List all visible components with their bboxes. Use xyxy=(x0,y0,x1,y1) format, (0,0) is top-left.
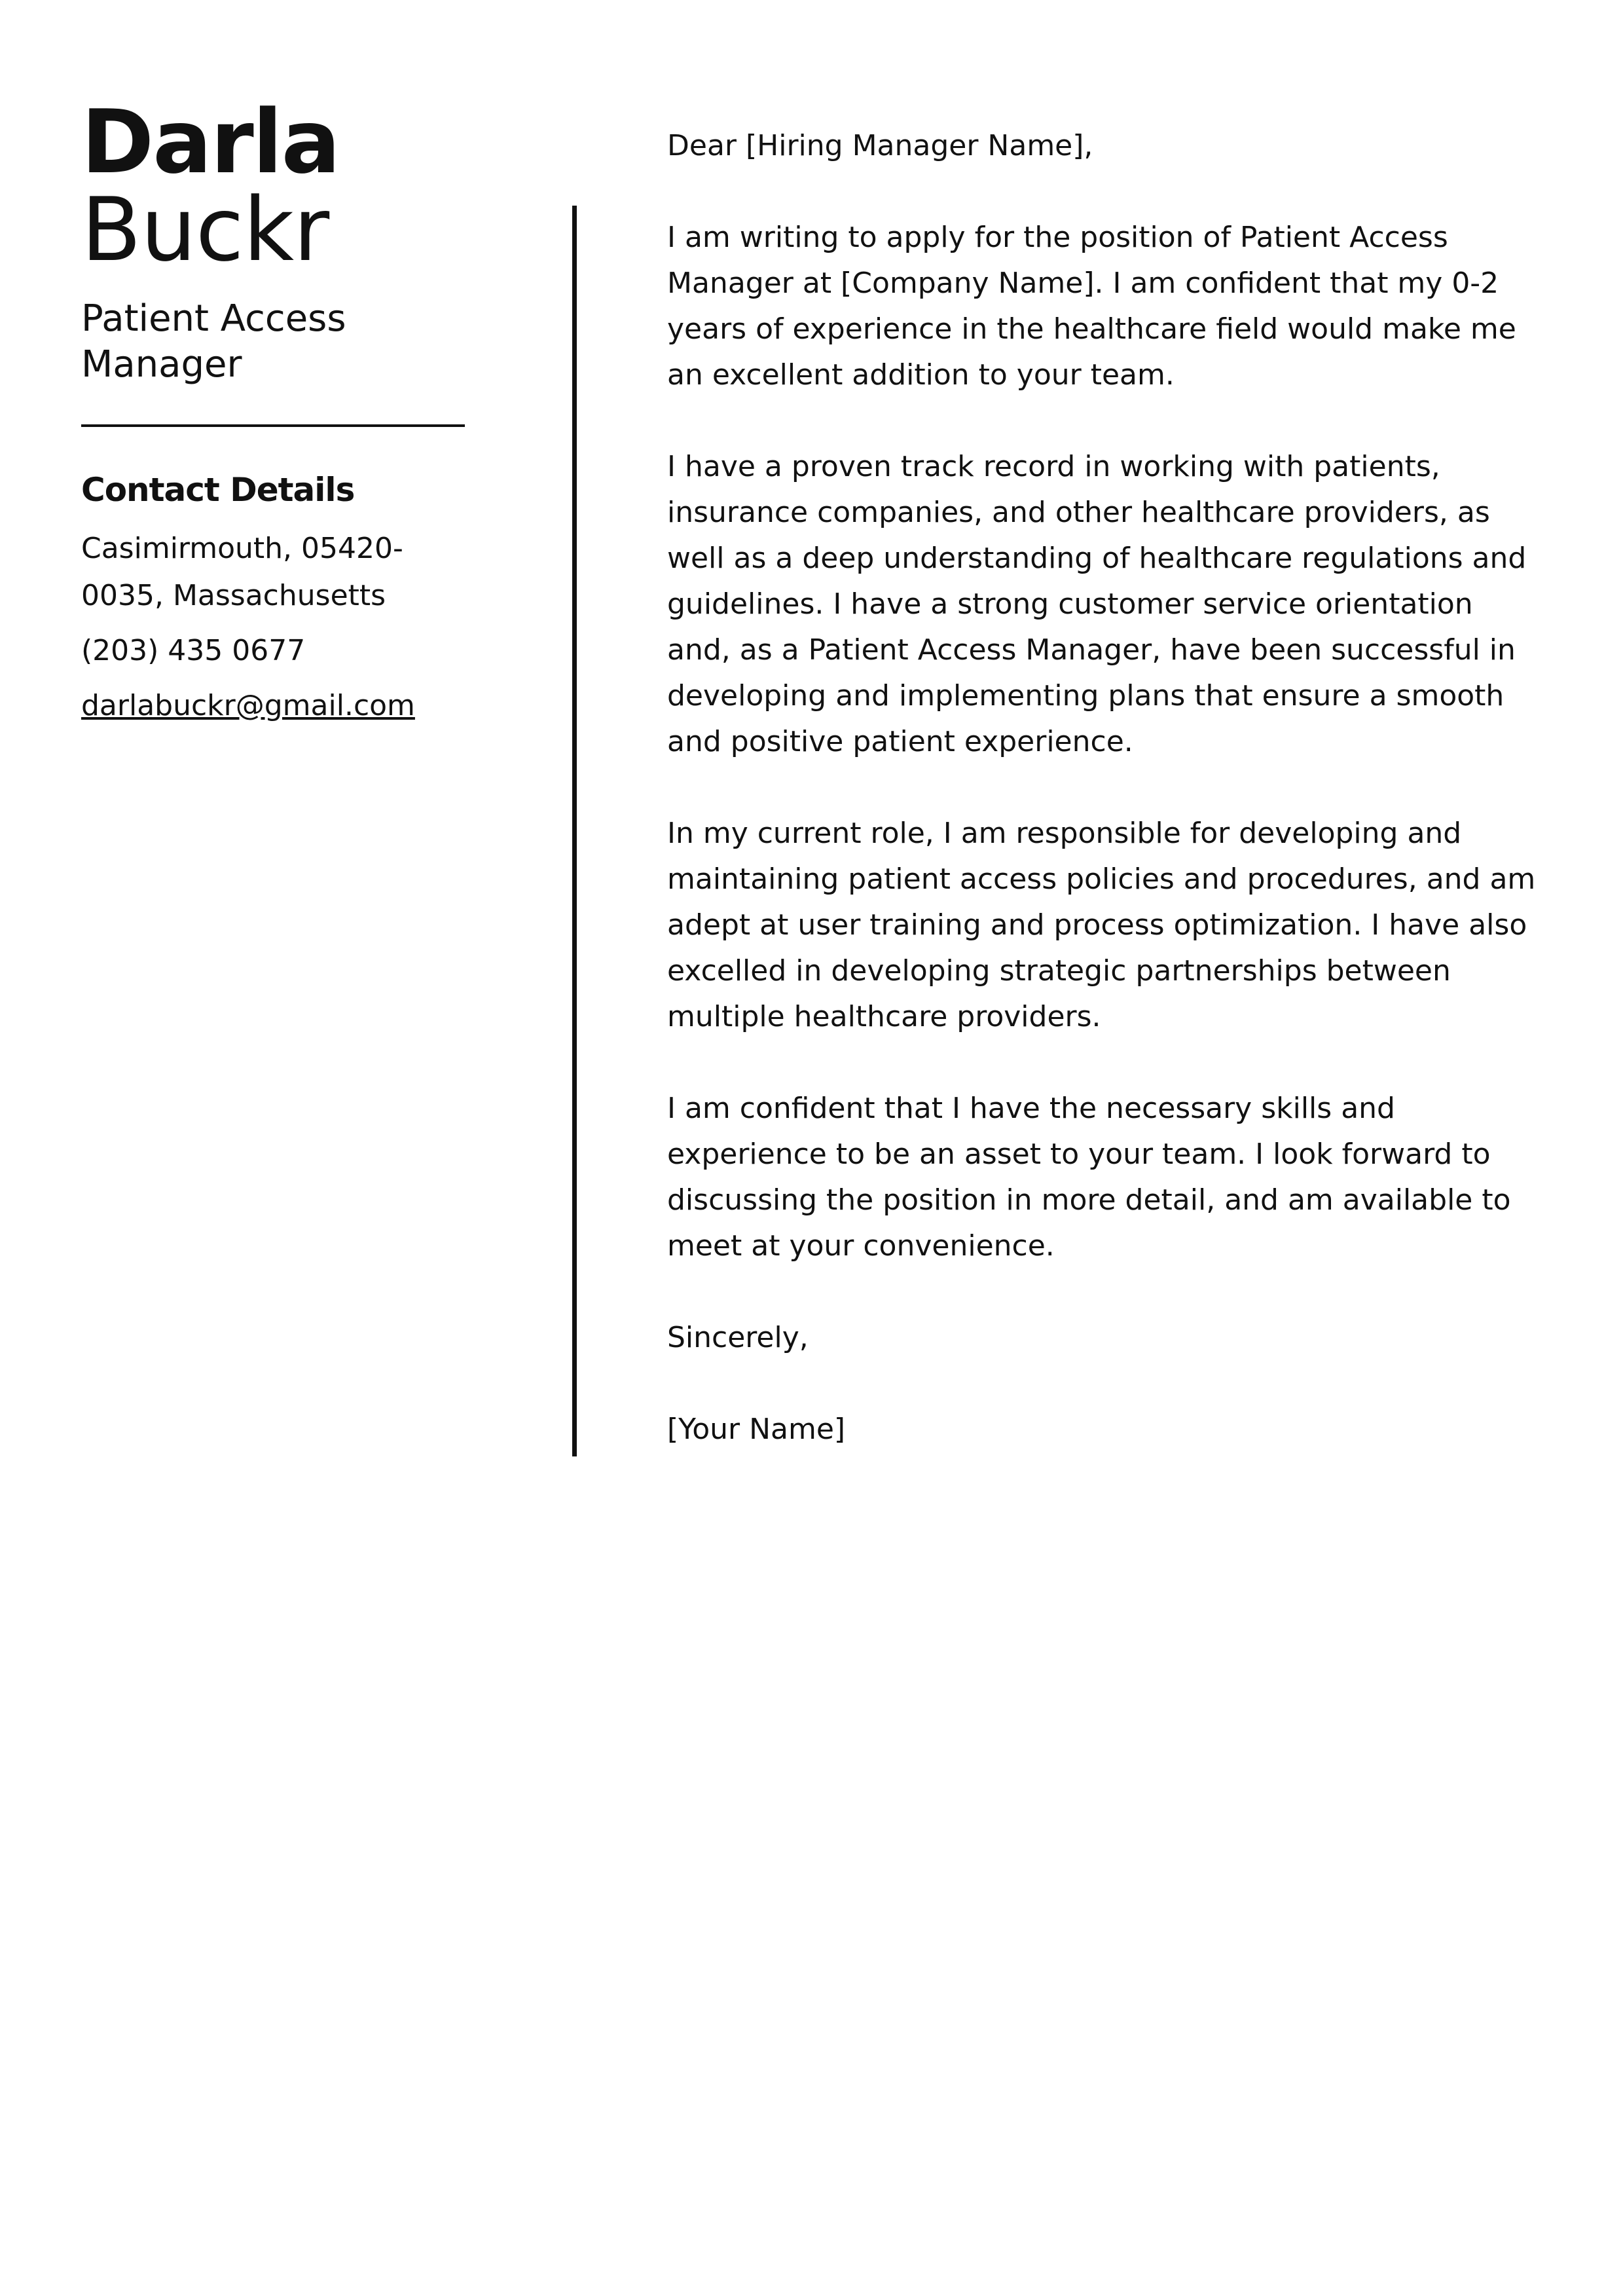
letter-paragraph: I have a proven track record in working with patients, insurance companies, and other healthcare providers, as well as a deep understanding of healthcare regulations and guidelines. I have a strong customer service orientation and, as a Patient Access Manager, have been successful in developing and implementing plans that ensure a smooth and positive patient experience. xyxy=(667,450,1527,758)
salutation: Dear [Hiring Manager Name], xyxy=(667,129,1093,162)
contact-section xyxy=(81,469,467,730)
letter-paragraph: I am writing to apply for the position of Patient Access Manager at [Company Name]. I am confident that my 0-2 years of experience in the healthcare field would make me an excellent addition to your team. xyxy=(667,221,1516,392)
contact-phone: (203) 435 0677 xyxy=(81,634,306,667)
contact-email-link[interactable]: darlabuckr@gmail.com xyxy=(81,689,415,722)
signature: [Your Name] xyxy=(667,1413,846,1446)
first-name: Darla xyxy=(81,91,340,193)
letter-paragraph: I am confident that I have the necessary skills and experience to be an asset to your team. I look forward to discussing the position in more detail, and am available to meet at your convenience. xyxy=(667,1092,1511,1263)
letter-paragraph: In my current role, I am responsible for developing and maintaining patient access policies and procedures, and am adept at user training and process optimization. I have also excelled in developing strategic partnerships between multiple healthcare providers. xyxy=(667,817,1536,1033)
section-divider xyxy=(81,424,465,427)
contact-address: Casimirmouth, 05420-0035, Massachusetts xyxy=(81,532,403,612)
closing: Sincerely, xyxy=(667,1321,809,1354)
letter-body xyxy=(667,123,1538,1453)
job-title: Patient Access Manager xyxy=(81,297,346,386)
candidate-name xyxy=(81,91,467,281)
contact-heading: Contact Details xyxy=(81,471,355,509)
sidebar xyxy=(81,91,467,730)
last-name: Buckr xyxy=(81,179,329,281)
vertical-divider xyxy=(572,206,577,1456)
